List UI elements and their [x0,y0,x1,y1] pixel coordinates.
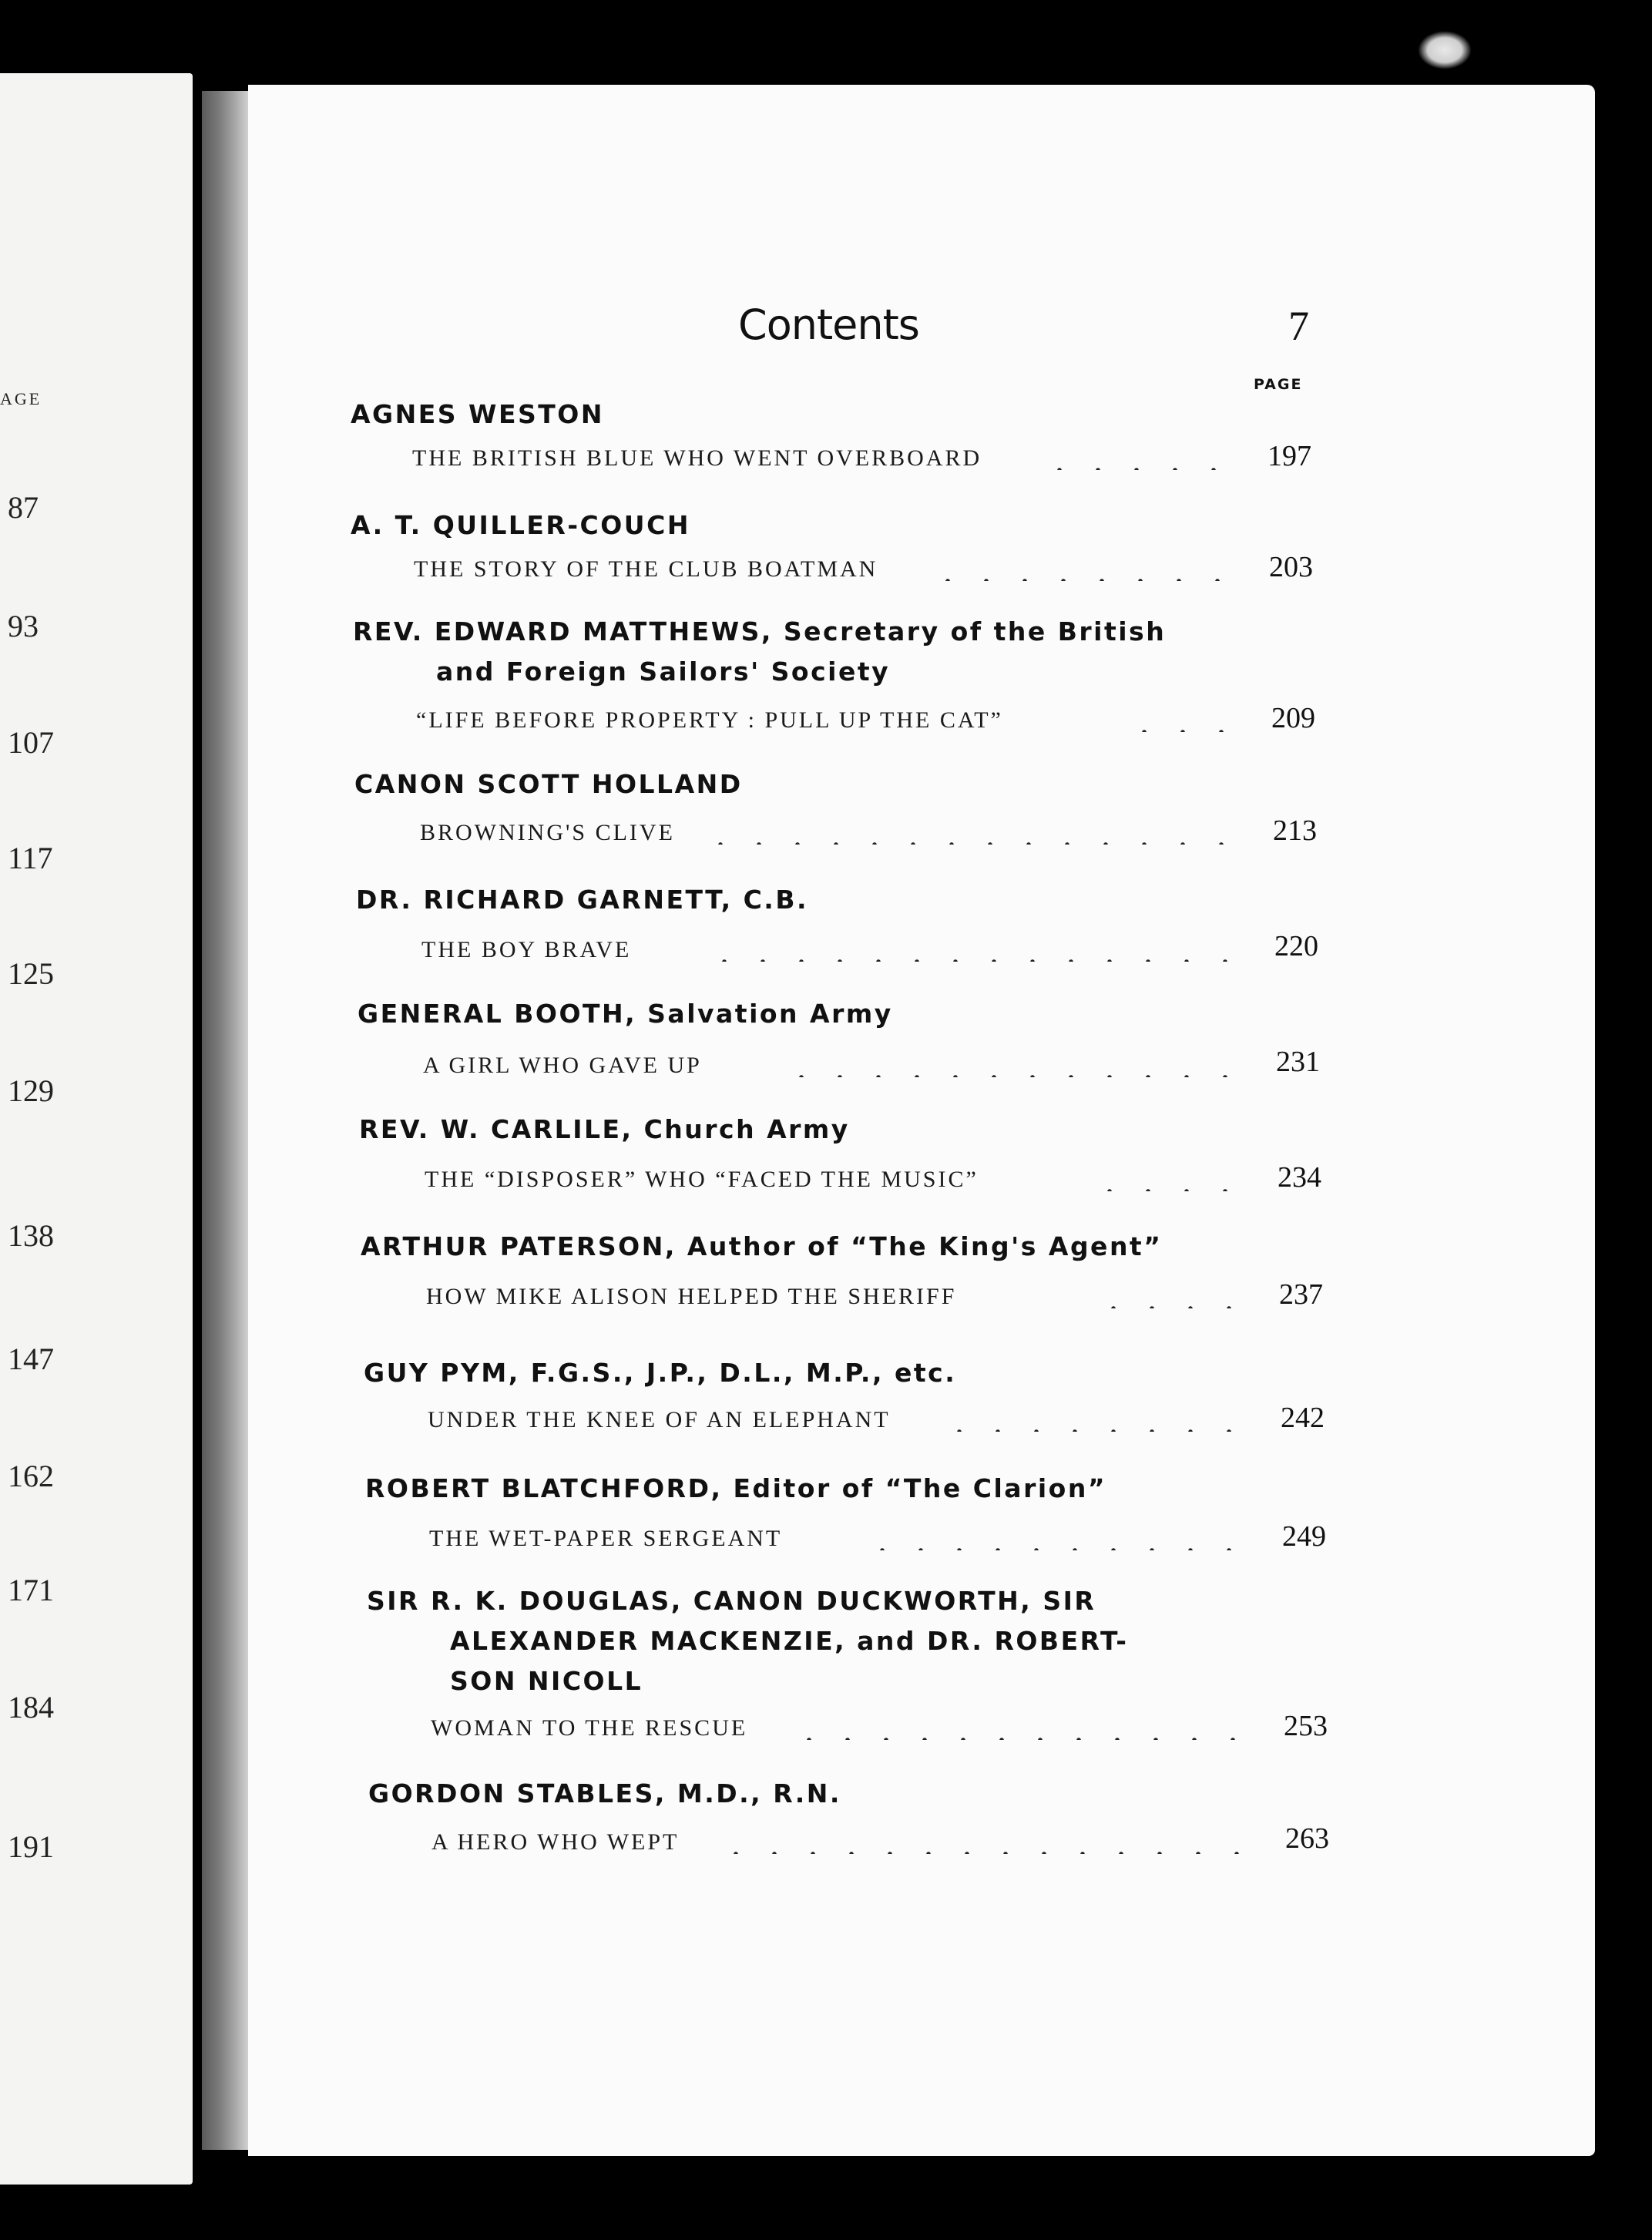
entry-page-number: 263 [1285,1822,1329,1855]
author-line: REV. EDWARD MATTHEWS, Secretary of the British [353,616,1167,646]
entry-author [353,612,1270,692]
entry-title: A HERO WHO WEPT [431,1829,680,1855]
author-line: ARTHUR PATERSON, Author of “The King's Agent” [361,1231,1163,1261]
entry-page-number: 209 [1271,702,1315,734]
entry-author [351,505,1268,546]
entry-page-number: 242 [1281,1402,1325,1434]
leader-dots [932,550,1237,581]
entry-author [354,764,1271,804]
entry-author [368,1774,1285,1814]
page-title: Contents [738,301,919,349]
entry-page-number: 197 [1268,440,1311,472]
previous-page-number: 147 [8,1342,54,1376]
author-line: GUY PYM, F.G.S., J.P., D.L., M.P., etc. [364,1358,957,1388]
author-line: CANON SCOTT HOLLAND [354,769,743,799]
entry-page-number: 237 [1279,1278,1323,1311]
previous-page-number: 125 [8,956,54,991]
leader-dots [855,1520,1248,1550]
entry-title: THE BRITISH BLUE WHO WENT OVERBOARD [412,445,982,471]
leader-dots [786,1709,1252,1740]
author-line: DR. RICHARD GARNETT, C.B. [356,885,809,915]
previous-page-number: 129 [8,1073,54,1108]
entry-author [359,1110,1276,1150]
author-line: GORDON STABLES, M.D., R.N. [368,1778,841,1808]
entry-page-number: 220 [1274,930,1318,962]
entry-title: HOW MIKE ALISON HELPED THE SHERIFF [426,1284,957,1309]
author-line: SIR R. K. DOUGLAS, CANON DUCKWORTH, SIR [367,1586,1096,1616]
entry-author [356,880,1273,920]
page-column-label: PAGE [1254,376,1303,393]
previous-page-number: 171 [8,1573,54,1607]
entry-author [358,994,1274,1034]
previous-page-fragment [0,73,193,2185]
author-line: A. T. QUILLER-COUCH [351,510,690,540]
author-line: AGNES WESTON [351,399,604,429]
previous-page-number: 138 [8,1218,54,1253]
entry-author [365,1469,1282,1509]
leader-dots [693,814,1241,845]
leader-dots [1079,1160,1244,1191]
entry-page-number: 249 [1282,1520,1326,1553]
leader-dots [1048,439,1233,470]
author-line: GENERAL BOOTH, Salvation Army [358,999,893,1029]
author-line: and Foreign Sailors' Society [436,657,891,687]
leader-dots [1133,701,1241,732]
page-number: 7 [1288,303,1309,349]
entry-author [364,1353,1281,1393]
entry-title: THE WET-PAPER SERGEANT [429,1526,783,1551]
entry-page-number: 234 [1278,1161,1321,1194]
previous-page-number: 191 [8,1829,54,1864]
author-line: ALEXANDER MACKENZIE, and DR. ROBERT- [450,1626,1129,1656]
entry-title: “LIFE BEFORE PROPERTY : PULL UP THE CAT” [416,707,1003,733]
entry-title: THE BOY BRAVE [421,937,632,962]
leader-dots [952,1401,1248,1432]
entry-author [361,1227,1278,1267]
entry-page-number: 203 [1269,551,1313,583]
entry-page-number: 231 [1276,1046,1320,1078]
entry-title: UNDER THE KNEE OF AN ELEPHANT [428,1407,891,1432]
book-gutter-shadow [202,91,250,2150]
entry-title: THE “DISPOSER” WHO “FACED THE MUSIC” [425,1167,979,1192]
scan-dust-mark [1418,31,1472,69]
entry-author [367,1581,1284,1701]
previous-page-column-label: AGE [0,389,42,408]
entry-title: BROWNING'S CLIVE [420,820,675,845]
entry-page-number: 213 [1273,814,1317,847]
leader-dots [1079,1278,1248,1308]
previous-page-number: 117 [8,841,53,875]
entry-author [351,395,1268,435]
previous-page-number: 162 [8,1459,54,1493]
entry-title: WOMAN TO THE RESCUE [431,1715,748,1741]
leader-dots [701,931,1244,962]
entry-title: THE STORY OF THE CLUB BOATMAN [414,556,878,582]
previous-page-number: 184 [8,1690,54,1724]
author-line: ROBERT BLATCHFORD, Editor of “The Clarion” [365,1473,1107,1503]
previous-page-number: 107 [8,725,54,760]
leader-dots [778,1046,1244,1077]
previous-page-number: 93 [8,609,39,643]
author-line: SON NICOLL [450,1666,643,1696]
entry-page-number: 253 [1284,1710,1328,1742]
previous-page-number: 87 [8,490,39,525]
author-line: REV. W. CARLILE, Church Army [359,1114,850,1144]
leader-dots [724,1823,1256,1854]
entry-title: A GIRL WHO GAVE UP [423,1053,702,1078]
